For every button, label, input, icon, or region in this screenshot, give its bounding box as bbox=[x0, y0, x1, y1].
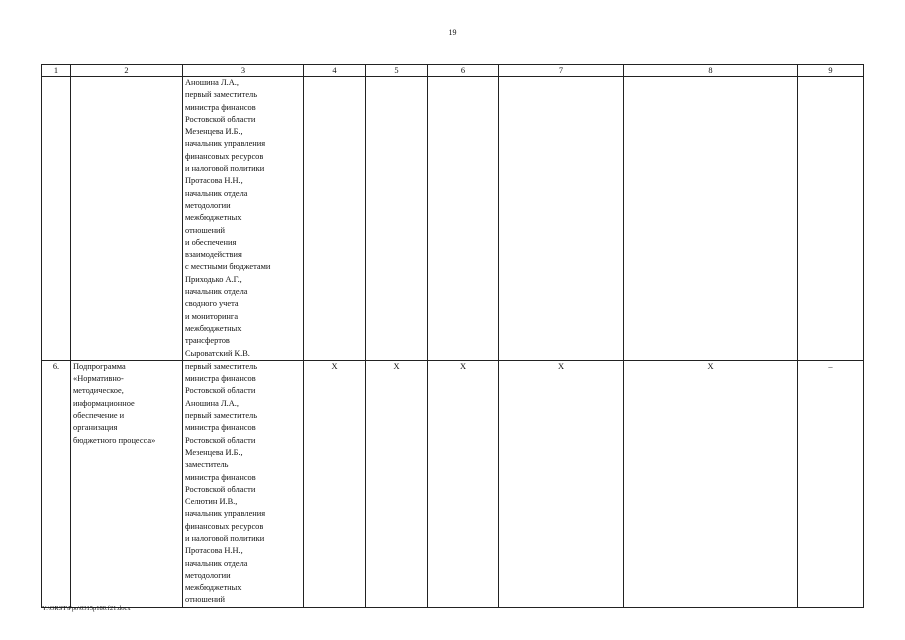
cell-text-line: Протасова Н.Н., bbox=[185, 176, 243, 186]
cell-text-line: Мезенцева И.Б., bbox=[185, 447, 243, 457]
table-cell bbox=[428, 77, 499, 361]
cell-text-line: и налоговой политики bbox=[185, 164, 265, 174]
column-header: 5 bbox=[366, 65, 428, 77]
cell-text-line: информационное bbox=[73, 398, 135, 408]
cell-text-line: отношений bbox=[185, 595, 226, 605]
cell-text-line: министра финансов bbox=[185, 102, 256, 112]
cell-text-line: бюджетного процесса» bbox=[73, 435, 156, 445]
column-header: 2 bbox=[71, 65, 183, 77]
table-cell: Х bbox=[428, 360, 499, 607]
table-cell bbox=[798, 77, 864, 361]
page-number: 19 bbox=[448, 28, 457, 37]
cell-text-line: первый заместитель bbox=[185, 361, 258, 371]
cell-text-line: Протасова Н.Н., bbox=[185, 546, 243, 556]
cell-text-line: Аношина Л.А., bbox=[185, 78, 239, 87]
cell-text-line: Ростовской области bbox=[185, 386, 256, 396]
cell-text-line: отношений bbox=[185, 225, 226, 235]
column-header: 7 bbox=[499, 65, 624, 77]
column-header: 6 bbox=[428, 65, 499, 77]
cell-text-line: межбюджетных bbox=[185, 323, 242, 333]
cell-text-line: сводного учета bbox=[185, 299, 239, 309]
cell-text-line: Ростовской области bbox=[185, 114, 256, 124]
table-cell: Х bbox=[499, 360, 624, 607]
row-number-cell bbox=[42, 77, 71, 361]
table-cell bbox=[304, 77, 366, 361]
cell-text-line: финансовых ресурсов bbox=[185, 151, 264, 161]
cell-text-line: министра финансов bbox=[185, 374, 256, 384]
cell-text-line: первый заместитель bbox=[185, 90, 258, 100]
table-cell: Х bbox=[304, 360, 366, 607]
cell-text-line: методологии bbox=[185, 200, 231, 210]
cell-text-line: начальник управления bbox=[185, 509, 266, 519]
cell-text-line: Приходько А.Г., bbox=[185, 274, 242, 284]
cell-text-line: и мониторинга bbox=[185, 311, 239, 321]
cell-text-line: организация bbox=[73, 423, 118, 433]
column-header: 4 bbox=[304, 65, 366, 77]
table-cell: Х bbox=[366, 360, 428, 607]
cell-text-line: начальник отдела bbox=[185, 287, 248, 297]
cell-text-line: Аношина Л.А., bbox=[185, 398, 239, 408]
cell-text-line: министра финансов bbox=[185, 423, 256, 433]
cell-text-line: финансовых ресурсов bbox=[185, 521, 264, 531]
table-cell bbox=[366, 77, 428, 361]
cell-text-line: Подпрограмма bbox=[73, 361, 126, 371]
cell-text-line: и обеспечения bbox=[185, 237, 237, 247]
cell-text-line: с местными бюджетами bbox=[185, 262, 271, 272]
table-row bbox=[42, 360, 864, 607]
cell-text-line: Селютин И.В., bbox=[185, 497, 238, 507]
column-header: 9 bbox=[798, 65, 864, 77]
program-name-cell bbox=[71, 77, 183, 361]
cell-text-line: и налоговой политики bbox=[185, 533, 265, 543]
cell-text-line: Ростовской области bbox=[185, 484, 256, 494]
cell-text-line: трансфертов bbox=[185, 336, 230, 346]
cell-text-line: первый заместитель bbox=[185, 411, 258, 421]
cell-text-line: начальник управления bbox=[185, 139, 266, 149]
column-header: 8 bbox=[624, 65, 798, 77]
program-name-cell bbox=[71, 360, 183, 607]
cell-text-line: Сыроватский К.В. bbox=[185, 348, 250, 358]
cell-text-line: методическое, bbox=[73, 386, 124, 396]
responsible-cell bbox=[183, 77, 304, 361]
footer-file-path: Y:\ORST\Ppo\0315p180.f21.docx bbox=[42, 605, 131, 612]
row-number-cell: 6. bbox=[42, 360, 71, 607]
column-header: 3 bbox=[183, 65, 304, 77]
table-cell: Х bbox=[624, 360, 798, 607]
cell-text-line: межбюджетных bbox=[185, 583, 242, 593]
table-cell bbox=[499, 77, 624, 361]
cell-text-line: межбюджетных bbox=[185, 213, 242, 223]
cell-text-line: «Нормативно- bbox=[73, 374, 124, 384]
cell-text-line: методологии bbox=[185, 570, 231, 580]
table-cell bbox=[624, 77, 798, 361]
table-cell: – bbox=[798, 360, 864, 607]
column-header: 1 bbox=[42, 65, 71, 77]
cell-text-line: заместитель bbox=[185, 460, 229, 470]
table-row bbox=[42, 77, 864, 361]
cell-text-line: начальник отдела bbox=[185, 558, 248, 568]
program-table bbox=[41, 64, 864, 608]
cell-text-line: Мезенцева И.Б., bbox=[185, 127, 243, 137]
cell-text-line: взаимодействия bbox=[185, 250, 242, 260]
cell-text-line: начальник отдела bbox=[185, 188, 248, 198]
cell-text-line: Ростовской области bbox=[185, 435, 256, 445]
responsible-cell bbox=[183, 360, 304, 607]
header-row bbox=[42, 65, 864, 77]
cell-text-line: министра финансов bbox=[185, 472, 256, 482]
cell-text-line: обеспечение и bbox=[73, 411, 125, 421]
